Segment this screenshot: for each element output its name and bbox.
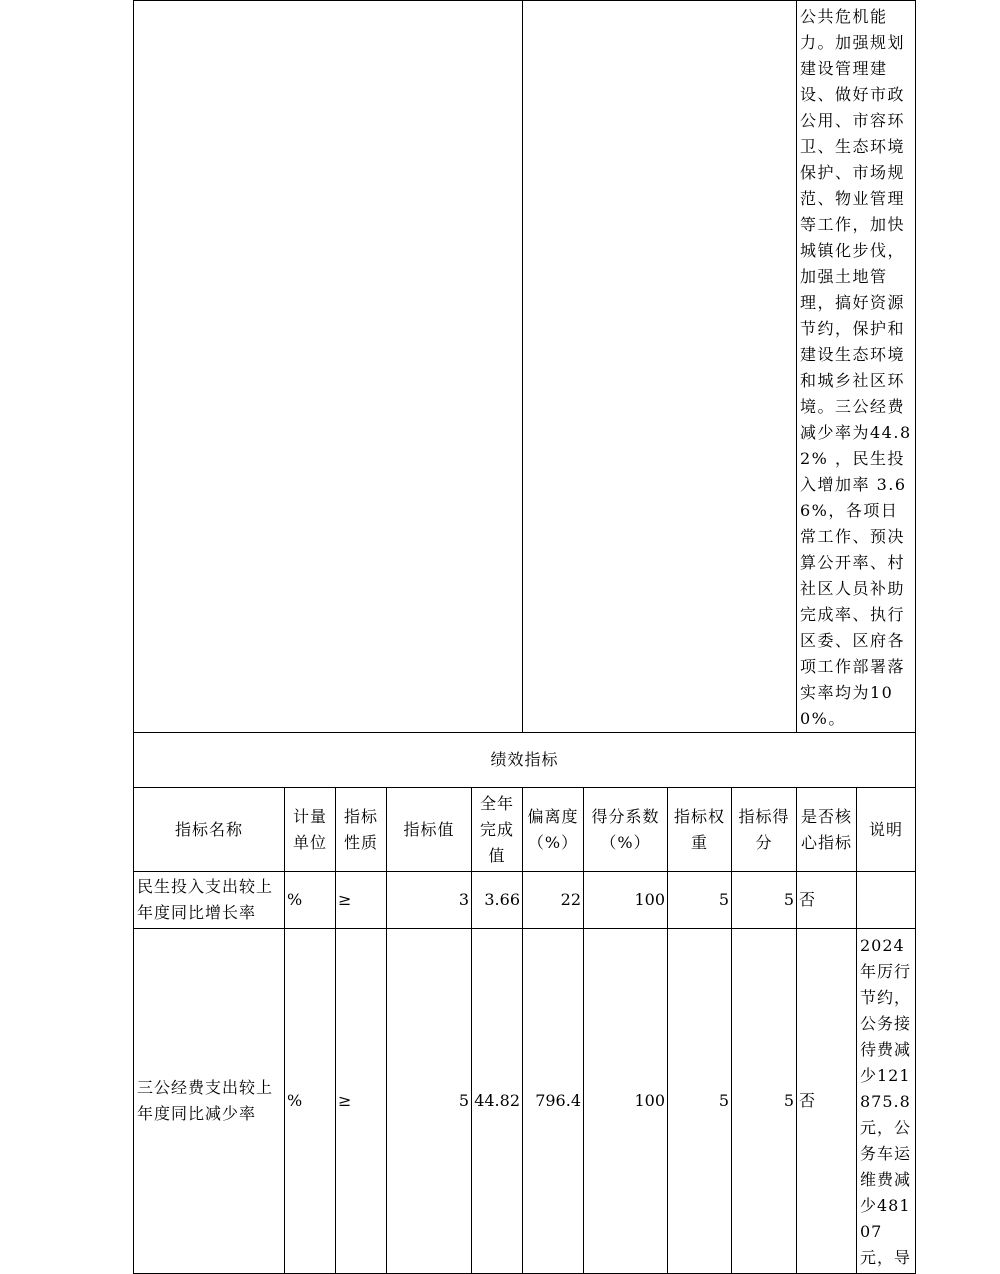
- indicator-note: [857, 872, 916, 929]
- indicator-unit: %: [285, 872, 336, 929]
- col-header-name: 指标名称: [134, 788, 285, 872]
- indicator-actual: 44.82: [472, 929, 523, 1274]
- performance-table: [133, 0, 916, 1274]
- col-header-note: 说明: [857, 788, 916, 872]
- indicator-weight: 5: [668, 929, 732, 1274]
- indicator-nature: ≥: [336, 929, 387, 1274]
- table-row: [134, 872, 916, 929]
- section-title-row: [134, 733, 916, 788]
- summary-row: [134, 1, 916, 733]
- indicator-name: 民生投入支出较上年度同比增长率: [134, 872, 285, 929]
- indicator-nature: ≥: [336, 872, 387, 929]
- col-header-coef: 得分系数（%）: [584, 788, 668, 872]
- indicator-score: 5: [732, 929, 797, 1274]
- indicator-name: 三公经费支出较上年度同比减少率: [134, 929, 285, 1274]
- col-header-nature: 指标性质: [336, 788, 387, 872]
- summary-blank-middle: [523, 1, 797, 733]
- indicator-target: 3: [387, 872, 472, 929]
- col-header-actual: 全年完成值: [472, 788, 523, 872]
- col-header-unit: 计量单位: [285, 788, 336, 872]
- indicator-score: 5: [732, 872, 797, 929]
- indicator-coef: 100: [584, 872, 668, 929]
- indicator-core: 否: [797, 929, 857, 1274]
- col-header-target: 指标值: [387, 788, 472, 872]
- indicator-target: 5: [387, 929, 472, 1274]
- indicator-core: 否: [797, 872, 857, 929]
- table-row: [134, 929, 916, 1274]
- indicator-deviation: 22: [523, 872, 584, 929]
- indicator-note: 2024年厉行节约，公务接待费减少121875.8元，公务车运维费减少48107元，导: [857, 929, 916, 1274]
- section-title: 绩效指标: [134, 733, 916, 788]
- col-header-weight: 指标权重: [668, 788, 732, 872]
- col-header-score: 指标得分: [732, 788, 797, 872]
- indicator-weight: 5: [668, 872, 732, 929]
- col-header-core: 是否核心指标: [797, 788, 857, 872]
- col-header-deviation: 偏离度（%）: [523, 788, 584, 872]
- summary-blank-left: [134, 1, 523, 733]
- summary-text: 公共危机能力。加强规划建设管理建设、做好市政公用、市容环卫、生态环境保护、市场规范、物业管理等工作，加快城镇化步伐，加强土地管理，搞好资源节约，保护和建设生态环境和城乡社区环境。三公经费减少率为44.82% ，民生投入增加率 3.66%，各项日常工作、预决算公开率、村社区人员补助完成率、执行区委、区府各项工作部署落实率均为100%。: [797, 1, 916, 733]
- indicator-unit: %: [285, 929, 336, 1274]
- header-row: [134, 788, 916, 872]
- indicator-deviation: 796.4: [523, 929, 584, 1274]
- indicator-actual: 3.66: [472, 872, 523, 929]
- indicator-coef: 100: [584, 929, 668, 1274]
